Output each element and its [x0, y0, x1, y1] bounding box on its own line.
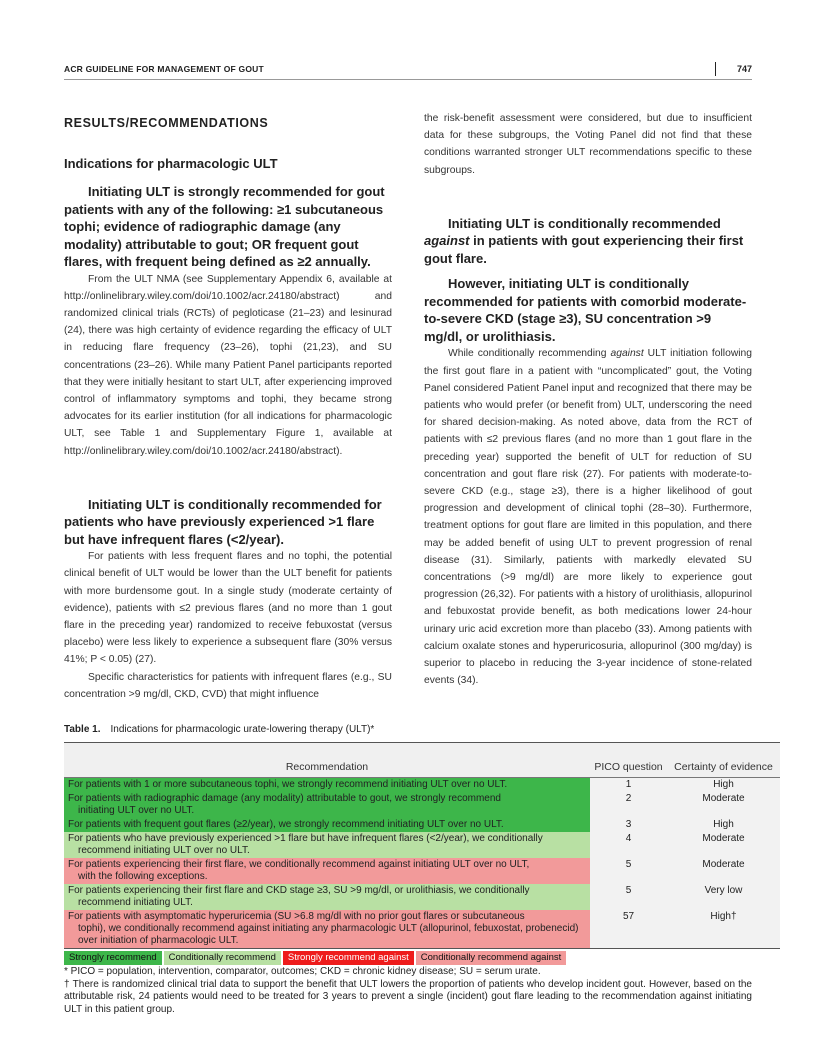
- table-row: [64, 792, 780, 818]
- cell-pico: 5: [625, 859, 632, 870]
- paragraph-2: For patients with less frequent flares and no tophi, the potential clinical benefit of ULT would be lower than the ULT benefit for patients with more burdensome gout. In a single study (moderate certainty of evidence), patients with ≤2 previous flares (and no more than 1 gout flare in the preceding year) randomized to receive febuxostat (versus placebo) were less likely to experience a subsequent flare (30% versus 41%; P < 0.05) (27).: [64, 551, 392, 666]
- paragraph-1: From the ULT NMA (see Supplementary Appendix 6, available at http://onlinelibrary.wiley.com/doi/10.1002/acr.24180/abstract) and randomized clinical trials (RCTs) of pegloticase (21–23) and lesinurad (24), there was high certainty of evidence regarding the efficacy of ULT in reducing flare frequency (23–26), tophi (21,23), and SU concentrations (23–26). While many Patient Panel participants reported that they were initially hesitant to start ULT, after experiencing improved control of inflammatory symptoms and tophi, they became strong advocates for its earlier institution (for all indications for pharmacologic ULT, see Table 1 and Supplementary Figure 1, available at http://onlinelibrary.wiley.com/doi/10.1002/acr.24180/abstract).: [64, 273, 392, 457]
- header-rule: [64, 79, 752, 80]
- legend-strong: Strongly recommend: [64, 951, 162, 965]
- table-footnotes: [64, 966, 752, 1016]
- header-pico: PICO question: [594, 761, 663, 773]
- right-column: [424, 110, 752, 689]
- table-body: [64, 778, 780, 948]
- cell-pico: 57: [622, 911, 635, 922]
- table-caption-text: Indications for pharmacologic urate-lowering therapy (ULT)*: [110, 724, 375, 735]
- cell-pico: 5: [625, 885, 632, 896]
- cell-recommendation: For patients experiencing their first flare, we conditionally recommend against initiating ULT over no ULT, with the following exceptions.: [64, 858, 590, 884]
- cell-recommendation: For patients with radiographic damage (any modality) attributable to gout, we strongly recommend initiating ULT over no ULT.: [64, 792, 590, 818]
- recommendation-1: Initiating ULT is strongly recommended for gout patients with any of the following: ≥1 subcutaneous tophi; evidence of radiographic damage (any modality) attributable to gout; OR frequent gout flares, with frequent being defined as ≥2 annually.: [64, 184, 385, 269]
- table-label: Table 1.: [64, 724, 101, 735]
- header-divider: [715, 62, 716, 76]
- cell-pico: 1: [625, 779, 632, 790]
- running-header: [64, 64, 752, 78]
- cell-recommendation: For patients with frequent gout flares (≥2/year), we strongly recommend initiating ULT over no ULT.: [64, 818, 590, 832]
- page-number: 747: [736, 64, 752, 74]
- cell-certainty: High: [713, 779, 734, 790]
- cell-certainty: Moderate: [702, 859, 745, 870]
- paragraph-continued: the risk-benefit assessment were considered, but due to insufficient data for these subgroups, the Voting Panel did not find that these conditions warranted stronger ULT recommendations specific to these subgroups.: [424, 113, 752, 176]
- subsection-title: Indications for pharmacologic ULT: [64, 156, 278, 171]
- table-row: [64, 818, 780, 832]
- section-title: RESULTS/RECOMMENDATIONS: [64, 116, 269, 130]
- cell-certainty: High: [713, 819, 734, 830]
- table-caption: [64, 724, 374, 735]
- cell-certainty: Very low: [704, 885, 743, 896]
- table-row: [64, 910, 780, 948]
- recommendation-3: Initiating ULT is conditionally recommended against in patients with gout experiencing their first gout flare.: [424, 215, 744, 266]
- cell-recommendation: For patients who have previously experienced >1 flare but have infrequent flares (<2/year), we conditionally recommend initiating ULT over no ULT.: [64, 832, 590, 858]
- header-certainty: Certainty of evidence: [674, 761, 773, 773]
- legend-conditional: Conditionally recommend: [164, 951, 281, 965]
- header-recommendation: Recommendation: [285, 761, 369, 773]
- footnote-abbreviations: * PICO = population, intervention, comparator, outcomes; CKD = chronic kidney disease; SU = serum urate.: [64, 966, 541, 977]
- paragraph-4: While conditionally recommending against ULT initiation following the first gout flare in a patient with “uncomplicated” gout, the Voting Panel considered Patient Panel input and recognized that there may be patients who would prefer (or benefit from) ULT, underscoring the need for shared decision-making. As noted above, data from the RCT of patients with ≤2 previous flares (and no more than 1 gout flare in the preceding year) supported the benefit of ULT for reduction of SU concentration and gout flare risk (27). For patients with moderate-to-severe CKD (e.g., stage ≥3), there is a higher likelihood of gout progression and development of clinical tophi (28–30). Furthermore, treatment options for gout flare are limited in this population, and there may be added benefit of using ULT to prevent progression of renal disease (31). Similarly, patients with markedly elevated SU concentrations (>9 mg/dl) are more likely to experience gout progression (26,32). For patients with a history of urolithiasis, allopurinol and febuxostat provide benefit, as both medications lower 24-hour urinary uric acid excretion more than placebo (33). Among patients with calcium oxalate stones and hyperuricosuria, allopurinol (300 mg/day) is superior to placebo in reducing the 3-year incidence of stone-related events (34).: [424, 348, 752, 687]
- table-header: [64, 743, 780, 778]
- table-row: [64, 832, 780, 858]
- cell-certainty: Moderate: [702, 833, 745, 844]
- legend-strong-against: Strongly recommend against: [283, 951, 414, 965]
- left-column: [64, 110, 392, 703]
- cell-recommendation: For patients with asymptomatic hyperuricemia (SU >6.8 mg/dl with no prior gout flares or subcutaneous tophi), we conditionally recommend against initiating any pharmacologic ULT (allopurinol, febuxostat, probenecid) over initiation of pharmacologic ULT.: [64, 910, 590, 948]
- paragraph-3: Specific characteristics for patients with infrequent flares (e.g., SU concentration >9 mg/dl, CKD, CVD) that might influence: [64, 671, 392, 700]
- cell-recommendation: For patients with 1 or more subcutaneous tophi, we strongly recommend initiating ULT over no ULT.: [64, 778, 590, 792]
- table-legend: [64, 951, 566, 965]
- table-row: [64, 884, 780, 910]
- cell-certainty: High†: [710, 911, 737, 922]
- cell-pico: 3: [625, 819, 632, 830]
- journal-title: ACR GUIDELINE FOR MANAGEMENT OF GOUT: [64, 64, 264, 74]
- recommendation-4: However, initiating ULT is conditionally recommended for patients with comorbid moderate-to-severe CKD (stage ≥3), SU concentration >9 mg/dl, or urolithiasis.: [424, 276, 747, 344]
- cell-recommendation: For patients experiencing their first flare and CKD stage ≥3, SU >9 mg/dl, or urolithiasis, we conditionally recommend initiating ULT.: [64, 884, 590, 910]
- cell-certainty: Moderate: [702, 793, 745, 804]
- recommendation-2: Initiating ULT is conditionally recommended for patients who have previously experienced >1 flare but have infrequent flares (<2/year).: [64, 496, 382, 547]
- indications-table: [64, 742, 780, 949]
- legend-conditional-against: Conditionally recommend against: [416, 951, 566, 965]
- cell-pico: 2: [625, 793, 632, 804]
- table-row: [64, 858, 780, 884]
- table-row: [64, 778, 780, 792]
- footnote-dagger: † There is randomized clinical trial data to support the benefit that ULT lowers the proportion of patients who develop incident gout. However, based on the attributable risk, 24 patients would need to be treated for 3 years to prevent a single (incident) gout flare leading to the recommendation against initiating ULT in this patient group.: [64, 978, 752, 1015]
- cell-pico: 4: [625, 833, 632, 844]
